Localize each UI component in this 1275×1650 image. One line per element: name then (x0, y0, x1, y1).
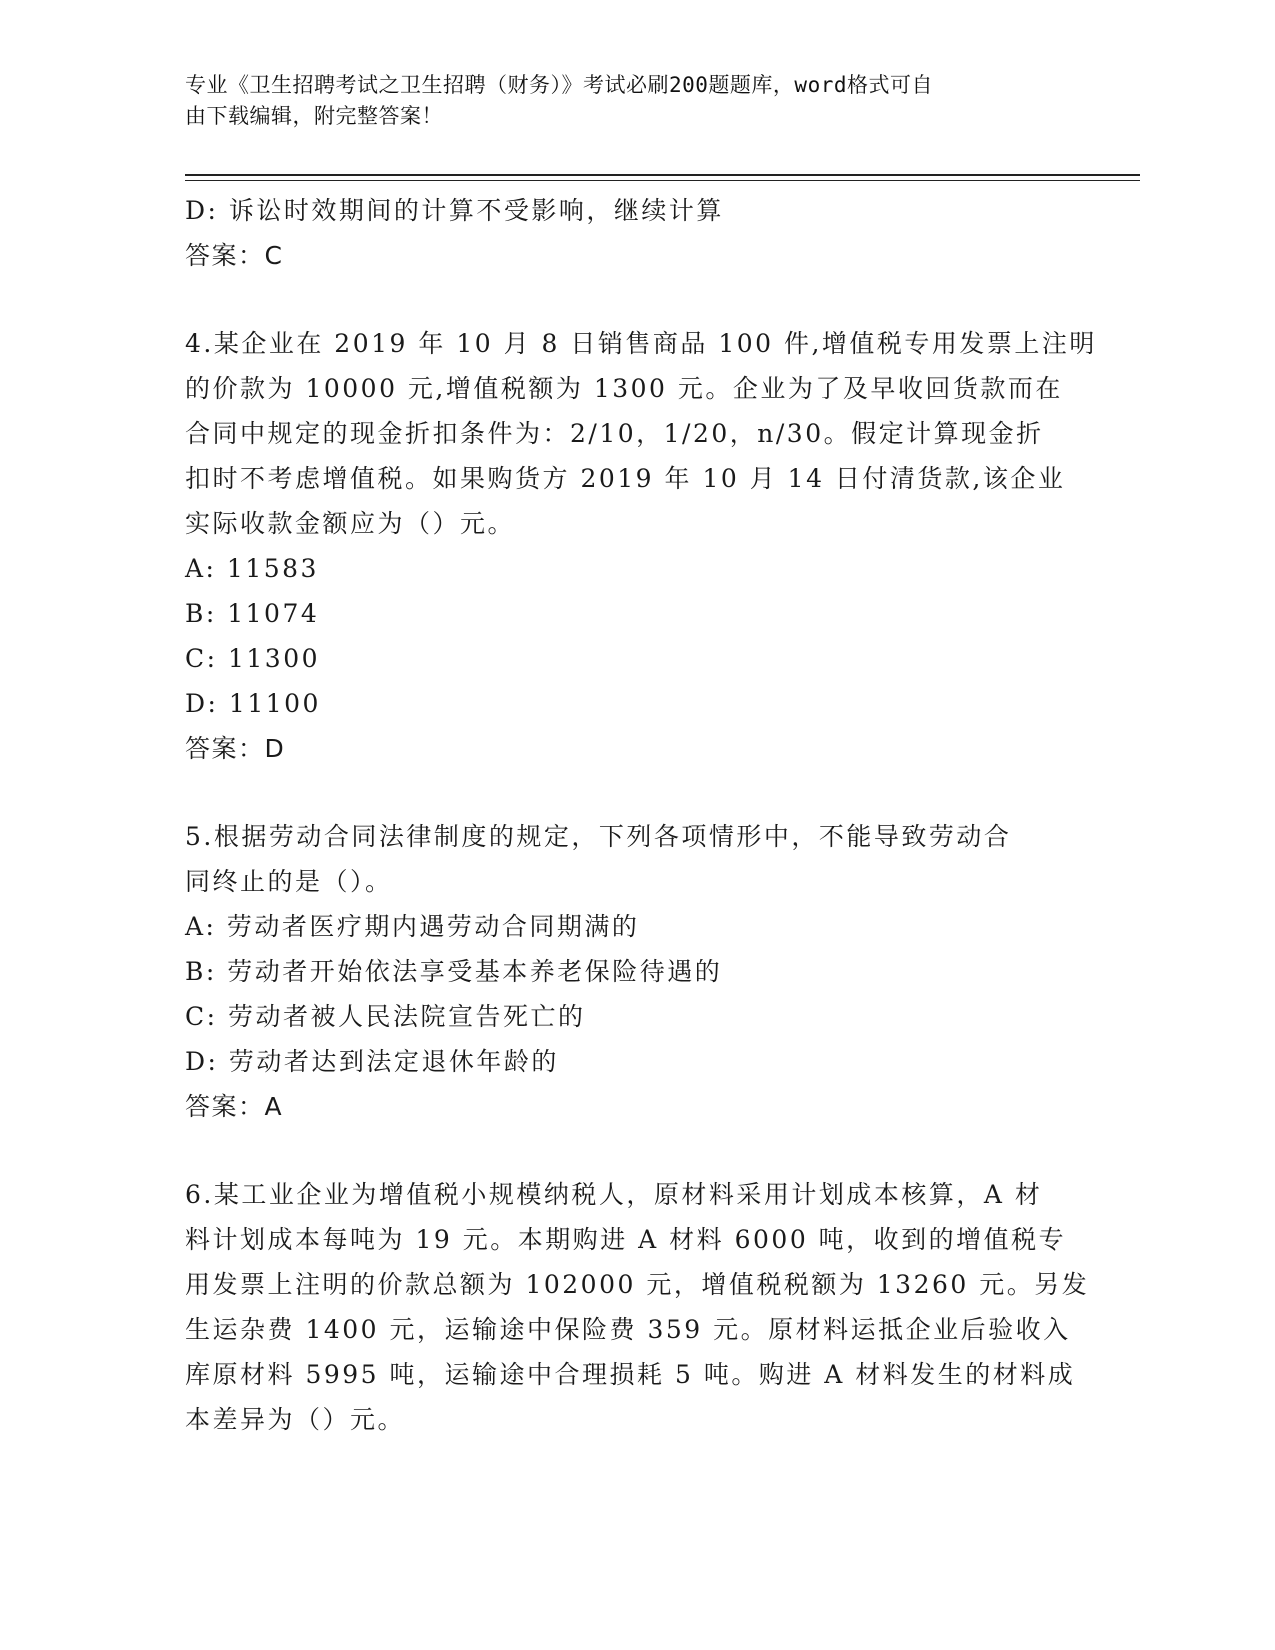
question-stem-line: 4.某企业在 2019 年 10 月 8 日销售商品 100 件,增值税专用发票上注明 (185, 329, 1097, 358)
option-a: A: 劳动者医疗期内遇劳动合同期满的 (185, 912, 640, 941)
question-stem-line: 同终止的是（）。 (185, 867, 393, 896)
option-c: C: 11300 (185, 644, 321, 673)
spacer (185, 771, 1085, 814)
question-6 (185, 1172, 1090, 1442)
header-rule-thin (185, 180, 1140, 181)
header-title-line-2: 由下载编辑，附完整答案！ (185, 104, 443, 128)
document-body (185, 188, 1097, 1442)
question-stem-line: 用发票上注明的价款总额为 102000 元，增值税税额为 13260 元。另发 (185, 1270, 1090, 1299)
question-4 (185, 321, 1097, 771)
answer-line: 答案：C (185, 241, 284, 270)
question-stem-line: 料计划成本每吨为 19 元。本期购进 A 材料 6000 吨，收到的增值税专 (185, 1225, 1067, 1254)
option-b: B: 劳动者开始依法享受基本养老保险待遇的 (185, 957, 723, 986)
question-stem-line: 6.某工业企业为增值税小规模纳税人，原材料采用计划成本核算，A 材 (185, 1180, 1043, 1209)
question-stem-line: 的价款为 10000 元,增值税额为 1300 元。企业为了及早收回货款而在 (185, 374, 1063, 403)
question-stem-line: 5.根据劳动合同法律制度的规定，下列各项情形中，不能导致劳动合 (185, 822, 1012, 851)
answer-line: 答案：A (185, 1092, 284, 1121)
answer-line: 答案：D (185, 734, 286, 763)
option-d: D: 诉讼时效期间的计算不受影响，继续计算 (185, 196, 724, 225)
spacer (185, 1129, 1085, 1172)
header-title-line-1: 专业《卫生招聘考试之卫生招聘（财务）》考试必刷200题题库，word格式可自 (185, 73, 933, 97)
document-header (185, 70, 1065, 132)
question-stem-line: 本差异为（）元。 (185, 1405, 406, 1434)
option-d: D: 劳动者达到法定退休年龄的 (185, 1047, 559, 1076)
question-stem-line: 库原材料 5995 吨，运输途中合理损耗 5 吨。购进 A 材料发生的材料成 (185, 1360, 1076, 1389)
option-b: B: 11074 (185, 599, 320, 628)
option-a: A: 11583 (185, 554, 319, 583)
question-stem-line: 扣时不考虑增值税。如果购货方 2019 年 10 月 14 日付清货款,该企业 (185, 464, 1066, 493)
question-stem-line: 合同中规定的现金折扣条件为：2/10，1/20，n/30。假定计算现金折 (185, 419, 1044, 448)
prev-question-tail (185, 188, 1085, 278)
question-stem-line: 生运杂费 1400 元，运输途中保险费 359 元。原材料运抵企业后验收入 (185, 1315, 1071, 1344)
option-c: C: 劳动者被人民法院宣告死亡的 (185, 1002, 586, 1031)
header-rule-thick (185, 174, 1140, 176)
option-d: D: 11100 (185, 689, 321, 718)
question-5 (185, 814, 1085, 1129)
spacer (185, 278, 1085, 321)
question-stem-line: 实际收款金额应为（）元。 (185, 509, 516, 538)
